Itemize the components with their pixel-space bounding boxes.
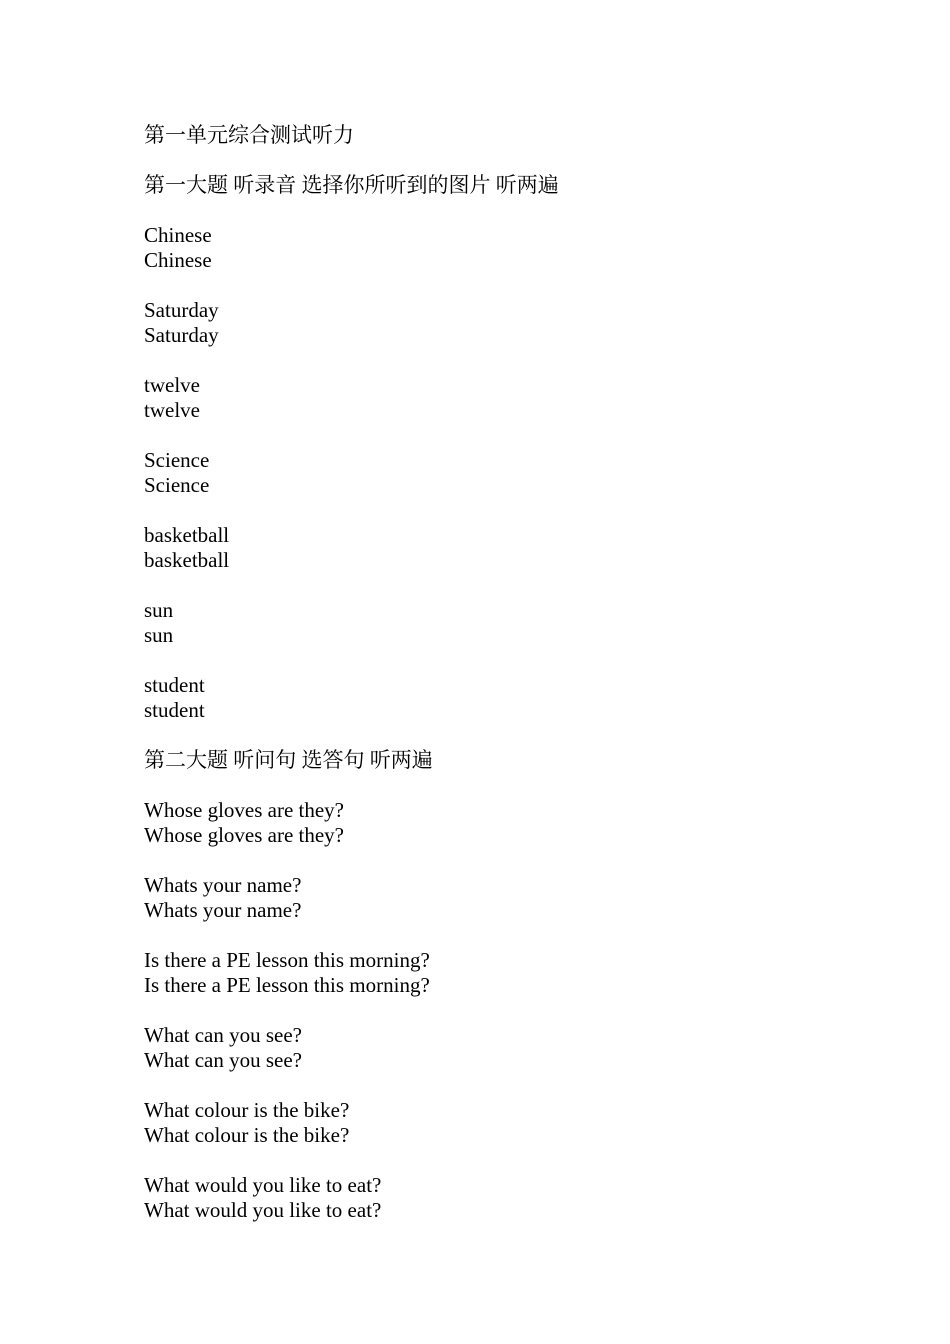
list-item: [144, 673, 844, 723]
item-text-repeat: Whose gloves are they?: [144, 823, 345, 847]
item-text: Chinese: [144, 223, 212, 247]
item-text: student: [144, 673, 205, 697]
document-body: [144, 123, 844, 1248]
list-item: [144, 1098, 844, 1148]
section-1-heading: 第一大题 听录音 选择你所听到的图片 听两遍: [144, 173, 559, 197]
item-text: Is there a PE lesson this morning?: [144, 948, 430, 972]
list-item: [144, 448, 844, 498]
item-text-repeat: What would you like to eat?: [144, 1198, 382, 1222]
item-text-repeat: sun: [144, 623, 174, 647]
list-item: [144, 873, 844, 923]
list-item: [144, 223, 844, 273]
section-1-list: [144, 223, 844, 723]
list-item: [144, 798, 844, 848]
item-text-repeat: student: [144, 698, 205, 722]
item-text-repeat: Saturday: [144, 323, 219, 347]
item-text-repeat: What colour is the bike?: [144, 1123, 350, 1147]
item-text-repeat: twelve: [144, 398, 200, 422]
item-text-repeat: Whats your name?: [144, 898, 302, 922]
list-item: [144, 598, 844, 648]
item-text: twelve: [144, 373, 200, 397]
list-item: [144, 523, 844, 573]
item-text: Whats your name?: [144, 873, 302, 897]
item-text: Science: [144, 448, 210, 472]
list-item: [144, 298, 844, 348]
list-item: [144, 948, 844, 998]
item-text: What would you like to eat?: [144, 1173, 382, 1197]
list-item: [144, 1023, 844, 1073]
item-text-repeat: Chinese: [144, 248, 212, 272]
item-text: Saturday: [144, 298, 219, 322]
item-text: basketball: [144, 523, 230, 547]
list-item: [144, 373, 844, 423]
document-title: 第一单元综合测试听力: [144, 123, 354, 147]
item-text-repeat: Science: [144, 473, 210, 497]
item-text-repeat: What can you see?: [144, 1048, 303, 1072]
section-2-list: [144, 798, 844, 1223]
item-text-repeat: Is there a PE lesson this morning?: [144, 973, 430, 997]
list-item: [144, 1173, 844, 1223]
item-text-repeat: basketball: [144, 548, 230, 572]
item-text: What can you see?: [144, 1023, 303, 1047]
item-text: What colour is the bike?: [144, 1098, 350, 1122]
item-text: Whose gloves are they?: [144, 798, 345, 822]
item-text: sun: [144, 598, 174, 622]
section-2-heading: 第二大题 听问句 选答句 听两遍: [144, 748, 433, 772]
